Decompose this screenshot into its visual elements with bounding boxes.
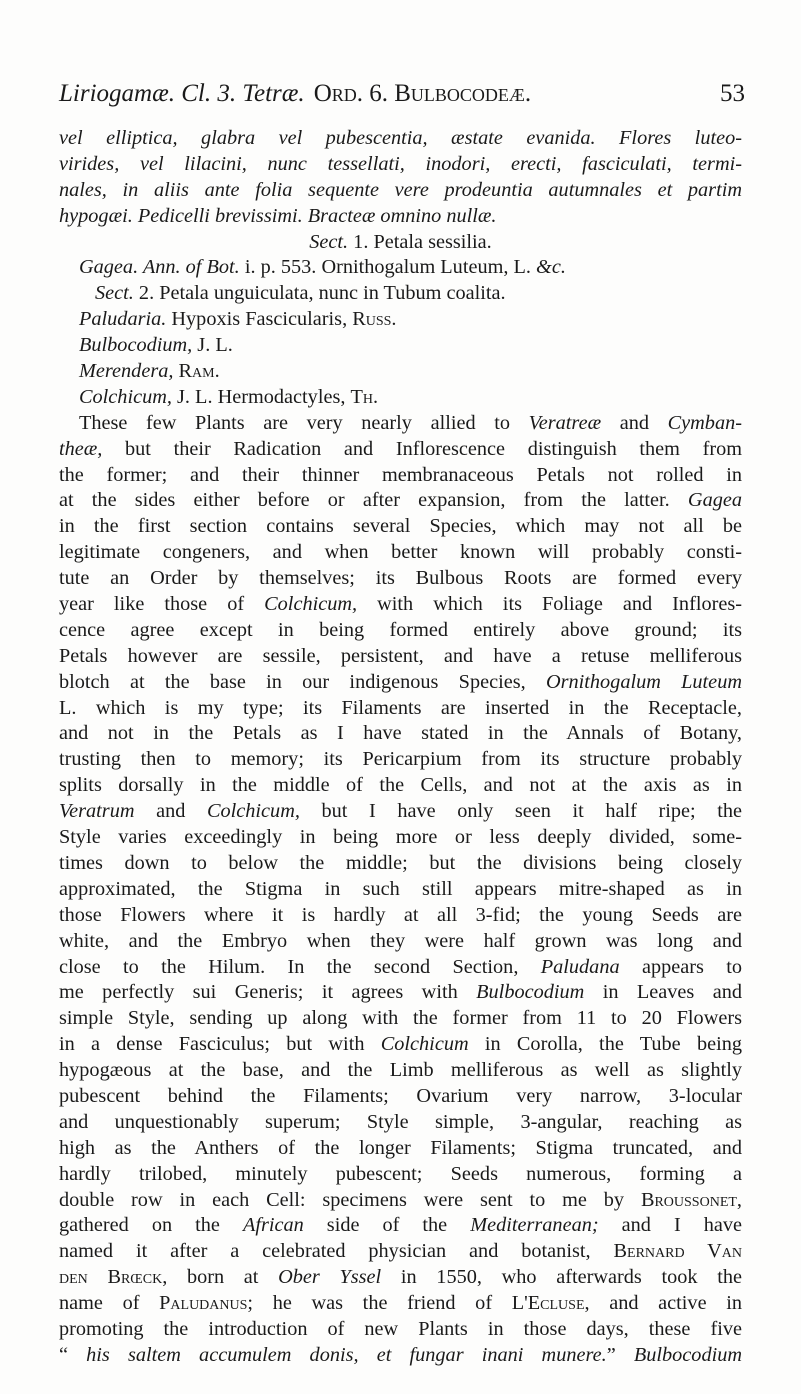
text-line [59,980,742,1006]
text-segment: and not in the Petals as I have stated in the Annals of Botany, [59,722,742,745]
text-line [59,799,742,825]
text-line [59,955,742,981]
text-line [59,1058,742,1084]
text-segment: These few Plants are very nearly allied to [79,411,529,434]
text-segment: in Leaves and [584,981,743,1004]
text-segment: and [601,411,668,434]
text-segment: but their Radication and Inflorescence distinguish them from [102,437,742,460]
text-line [59,1265,742,1291]
text-segment: his saltem accumulem donis, et fungar inani munere. [86,1343,607,1366]
text-segment: times down to below the middle; but the divisions being closely [59,851,742,874]
text-line [59,747,742,773]
running-header [59,80,745,116]
text-line [59,566,742,592]
text-segment: those Flowers where it is hardly at all 3-fid; the young Seeds are [59,903,742,926]
text-segment: Paludaria. [79,308,167,331]
text-segment: Ram. [178,360,220,383]
text-segment: pubescent behind the Filaments; Ovarium very narrow, 3-locular [59,1084,742,1107]
text-segment: with which its Foliage and Inflores- [357,593,742,616]
text-segment: i. p. 553. Ornithogalum Luteum, L. [239,256,537,279]
text-segment: Gagea [687,489,742,512]
text-segment: appears to [619,955,742,978]
text-segment: Veratreæ [528,411,602,434]
text-line [59,437,742,463]
text-line [59,618,742,644]
text-segment: J. L. [192,334,233,357]
header-left [59,80,531,108]
text-segment: Paludana [540,955,620,978]
text-line [59,230,742,256]
page-number: 53 [720,80,745,107]
text-segment: Th. [350,385,379,408]
text-segment: Cymban- [667,411,742,434]
text-segment: he was the friend of [253,1292,512,1315]
text-segment: Style varies exceedingly in being more or less deeply divided, some- [59,826,742,849]
text-segment: hypogæi. Pedicelli brevissimi. Bracteæ omnino nullæ. [59,204,497,227]
text-segment: Broussonet, [640,1188,742,1211]
text-line [59,1291,742,1317]
text-line [59,773,742,799]
text-segment: Veratrum [59,800,135,823]
text-segment: year like those of [59,593,265,616]
text-segment: hardly trilobed, minutely pubescent; Seeds numerous, forming a [59,1162,742,1185]
text-segment: white, and the Embryo when they were half grown was long and [59,929,742,952]
text-segment: cence agree except in being formed entirely above ground; its [59,618,742,641]
text-segment: Paludanus; [159,1292,254,1315]
text-segment: den Brœck, [59,1266,168,1289]
text-segment: at the sides either before or after expansion, from the latter. [59,489,688,512]
text-line [59,411,742,437]
text-line [59,825,742,851]
text-line [59,126,742,152]
text-line [59,204,742,230]
text-segment: in Corolla, the Tube being [468,1033,742,1056]
text-segment: Sect. [95,282,134,305]
text-line [59,851,742,877]
text-segment: promoting the introduction of new Plants in those days, these five [59,1317,742,1340]
text-segment: Ober Yssel [278,1266,382,1289]
text-line [59,670,742,696]
text-line [59,488,742,514]
text-line [59,721,742,747]
text-line [59,1213,742,1239]
text-segment: in the first section contains several Species, which may not all be [59,515,742,538]
text-line [59,1110,742,1136]
text-segment: and I have [598,1214,742,1237]
text-segment: named it after a celebrated physician and botanist, [59,1240,614,1263]
text-segment: in a dense Fasciculus; but with [59,1033,381,1056]
text-segment: Bulbocodium [633,1343,743,1366]
text-line [59,1162,742,1188]
text-segment: me perfectly sui Generis; it agrees with [59,981,477,1004]
text-segment: Bulbocodium [476,981,585,1004]
text-segment: simple Style, sending up along with the former from 11 to 20 Flowers [59,1007,742,1030]
text-segment: Bulbocodium, [79,334,193,357]
text-segment: close to the Hilum. In the second Section, [59,955,541,978]
text-line [59,178,742,204]
text-segment: side of the [303,1214,471,1237]
text-line [59,1239,742,1265]
text-segment: &c. [536,256,566,279]
text-line [59,540,742,566]
text-segment: Sect. [309,230,349,253]
text-segment: J. L. Hermodactyles, [171,385,351,408]
text-segment: Merendera, [79,360,174,383]
text-segment: the former; and their thinner membranaceous Petals not rolled in [59,463,742,486]
text-segment: Ornithogalum Luteum [545,670,742,693]
text-line [59,644,742,670]
text-segment: Gagea. Ann. of Bot. [79,256,240,279]
text-segment: name of [59,1292,160,1315]
text-segment: African [242,1214,304,1237]
text-segment: double row in each Cell: specimens were sent to me by [59,1188,641,1211]
text-segment: “ [59,1343,87,1366]
text-segment: approximated, the Stigma in such still appears mitre-shaped as in [59,877,742,900]
text-segment: Colchicum, [206,800,300,823]
text-segment: theæ, [59,437,103,460]
text-segment: tute an Order by themselves; its Bulbous Roots are formed every [59,567,742,590]
text-segment: ” [606,1343,634,1366]
text-segment: legitimate congeners, and when better known will probably consti- [59,541,742,564]
text-segment: Mediterranean; [470,1214,599,1237]
text-segment: Colchicum, [79,385,172,408]
text-segment: high as the Anthers of the longer Filaments; Stigma truncated, and [59,1136,742,1159]
text-segment: Bernard Van [613,1240,742,1263]
text-segment: in 1550, who afterwards took the [381,1266,742,1289]
text-segment: and active in [589,1292,743,1315]
text-segment: nales, in aliis ante folia sequente vere prodeuntia autumnales et partim [59,178,742,201]
text-line [59,1032,742,1058]
text-line [59,1136,742,1162]
order-label: Ord. 6. Bulbocodeæ. [313,80,532,107]
text-segment: splits dorsally in the middle of the Cells, and not at the axis as in [59,774,742,797]
text-line [59,903,742,929]
text-line [59,1343,742,1369]
text-segment: Russ. [352,308,397,331]
text-segment: but I have only seen it half ripe; the [299,800,742,823]
text-line [59,359,742,385]
text-line [59,592,742,618]
text-segment: 2. Petala unguiculata, nunc in Tubum coalita. [133,282,506,305]
text-segment: L'Ecluse, [511,1292,590,1315]
text-segment: blotch at the base in our indigenous Species, [59,670,546,693]
text-segment: trusting then to memory; its Pericarpium from its structure probably [59,748,742,771]
body-text [59,126,742,1369]
text-line [59,385,742,411]
text-segment: 1. Petala sessilia. [348,230,492,253]
text-segment: vel elliptica, glabra vel pubescentia, æstate evanida. Flores luteo- [59,127,742,149]
text-segment: Hypoxis Fascicularis, [166,308,353,331]
text-line [59,877,742,903]
text-segment: and unquestionably superum; Style simple, 3-angular, reaching as [59,1110,742,1133]
text-line [59,1188,742,1214]
text-segment: born at [167,1266,279,1289]
text-line [59,1317,742,1343]
text-line [59,696,742,722]
text-line [59,929,742,955]
text-segment: hypogæous at the base, and the Limb melliferous as well as slightly [59,1059,742,1082]
text-line [59,255,742,281]
text-segment: L. which is my type; its Filaments are inserted in the Receptacle, [59,696,742,719]
text-line [59,1084,742,1110]
text-segment: virides, vel lilacini, nunc tessellati, inodori, erecti, fasciculati, termi- [59,152,742,175]
text-line [59,281,742,307]
text-line [59,514,742,540]
class-label: Liriogamæ. Cl. 3. Tetræ. [59,80,305,107]
text-line [59,307,742,333]
text-segment: Colchicum, [264,593,358,616]
text-segment: Petals however are sessile, persistent, and have a retuse melliferous [59,644,742,667]
text-segment: gathered on the [59,1214,243,1237]
text-segment: and [134,800,207,823]
text-line [59,152,742,178]
text-line [59,1006,742,1032]
text-line [59,333,742,359]
text-segment: Colchicum [380,1033,469,1056]
text-line [59,463,742,489]
